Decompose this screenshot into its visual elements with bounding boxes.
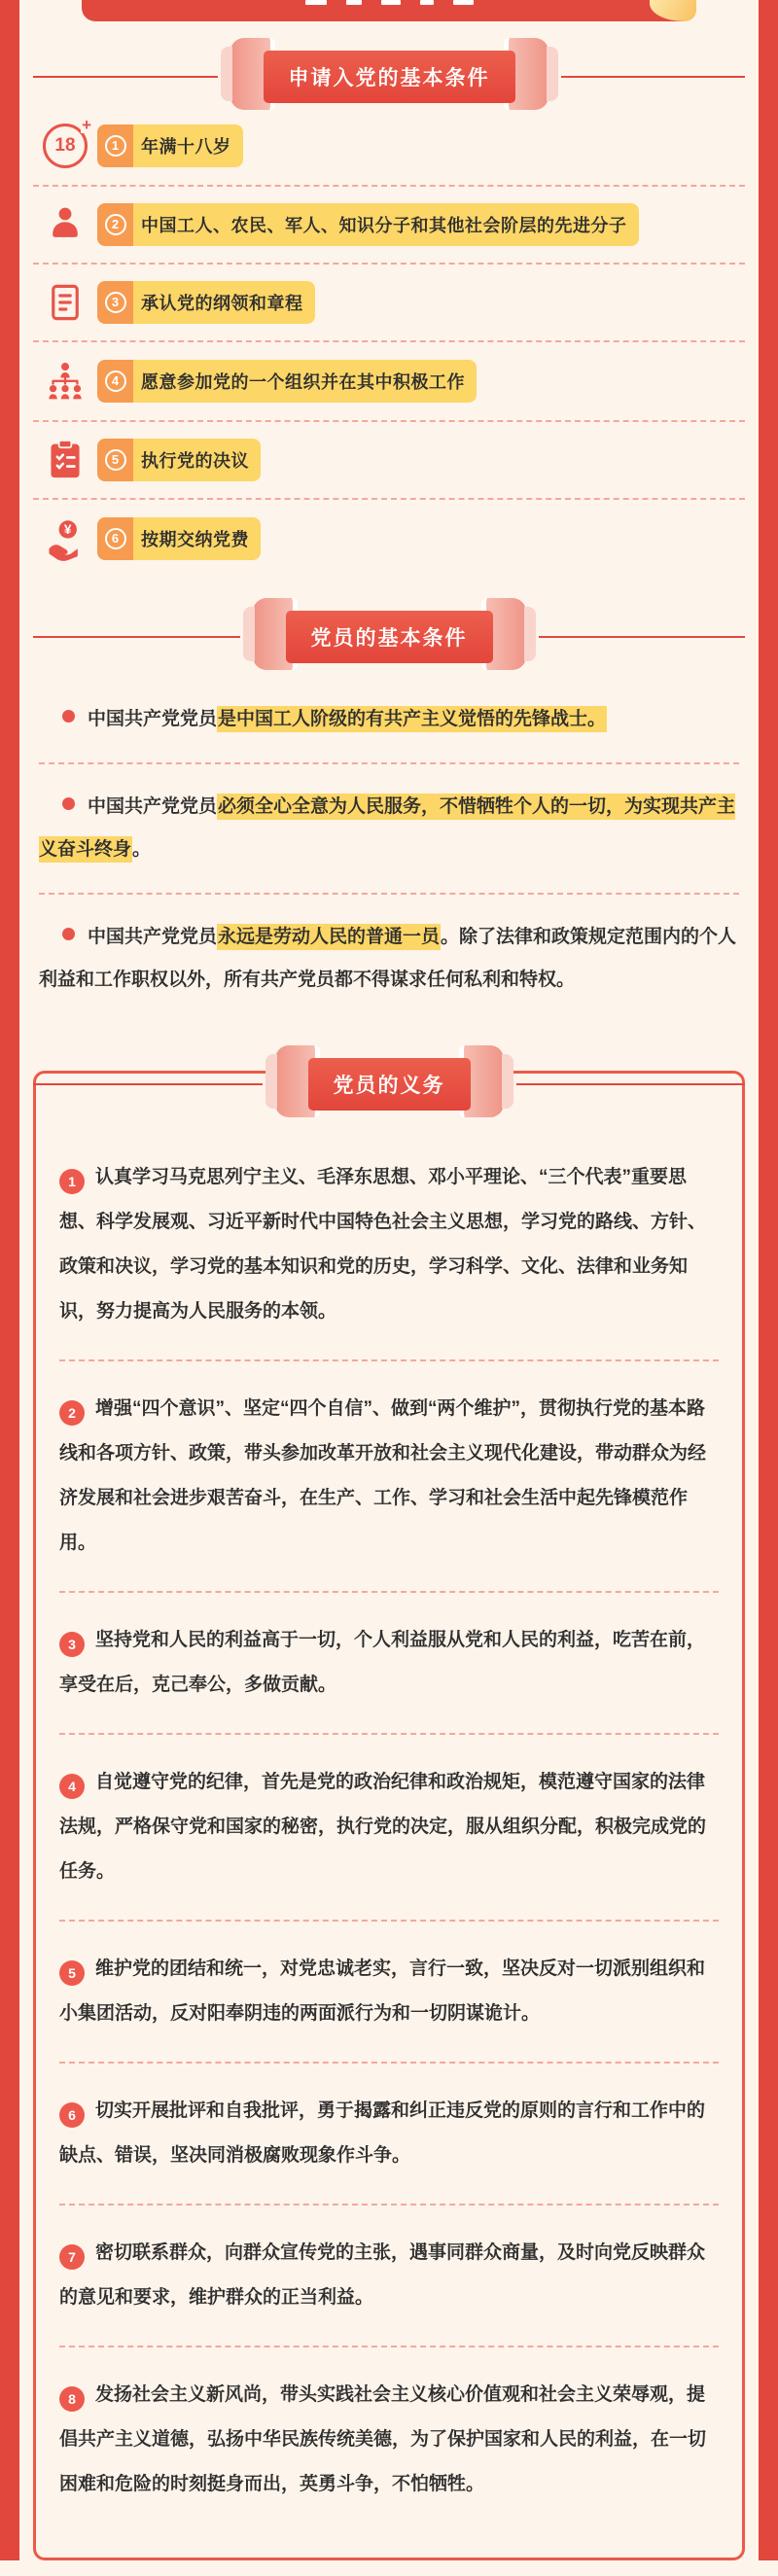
- open-book-decoration: [308, 1058, 471, 1111]
- condition-text: 年满十八岁: [133, 124, 243, 167]
- obligation-1: 1 认真学习马克思列宁主义、毛泽东思想、邓小平理论、“三个代表”重要思想、科学发展观、习近平新时代中国特色社会主义思想，学习党的路线、方针、政策和决议，学习党的基本知识和党的历史，学习科学、文化、法律和业务知识，努力提高为人民服务的本领。: [59, 1167, 707, 1322]
- number-badge: 1: [97, 124, 133, 167]
- obligation-6: 6 切实开展批评和自我批评，勇于揭露和纠正违反党的原则的言行和工作中的缺点、错误，坚决同消极腐败现象作斗争。: [59, 2100, 706, 2166]
- highlighted-text: 是中国工人阶级的有共产主义觉悟的先锋战士。: [217, 706, 607, 732]
- condition-text: 承认党的纲领和章程: [133, 281, 315, 324]
- age-18-plus-icon: 18 +: [33, 124, 97, 168]
- section3-title: 党员的义务: [308, 1058, 471, 1111]
- application-conditions-list: [33, 107, 745, 578]
- obligation-number-badge: 8: [59, 2386, 85, 2412]
- number-badge: 3: [97, 281, 133, 324]
- top-banner: [82, 0, 696, 21]
- number-badge: 6: [97, 517, 133, 560]
- obligation-number-badge: 6: [59, 2102, 85, 2128]
- open-book-decoration: [264, 51, 515, 103]
- obligation-number-badge: 4: [59, 1774, 85, 1799]
- section2-title: 党员的基本条件: [286, 611, 493, 663]
- condition-row-5: [33, 422, 745, 498]
- banner-corner-fold-decoration: [650, 0, 696, 21]
- section1-header: [0, 51, 778, 103]
- section1-title: 申请入党的基本条件: [264, 51, 515, 103]
- obligation-8: 8 发扬社会主义新风尚，带头实践社会主义核心价值观和社会主义荣辱观，提倡共产主义道德，弘扬中华民族传统美德，为了保护国家和人民的利益，在一切困难和危险的时刻挺身而出，英勇斗争，不怕牺牲。: [59, 2384, 707, 2494]
- condition-row-1: [33, 107, 745, 185]
- obligation-number-badge: 3: [59, 1632, 85, 1657]
- obligation-number-badge: 1: [59, 1169, 85, 1194]
- condition-pill: [97, 281, 315, 324]
- bullet-dot: [62, 928, 75, 940]
- header-line-left: [33, 76, 218, 78]
- obligation-number-badge: 5: [59, 1960, 85, 1986]
- header-line-right: [561, 76, 746, 78]
- page-frame-left: [0, 0, 19, 2560]
- organization-chart-icon: [33, 359, 97, 404]
- condition-row-6: [33, 500, 745, 578]
- cropped-banner-title-fragments: [82, 0, 696, 5]
- condition-pill: [97, 203, 639, 246]
- member-condition-3: 中国共产党党员永远是劳动人民的普通一员。除了法律和政策规定范围内的个人利益和工作职权以外，所有共产党员都不得谋求任何私利和特权。: [39, 895, 739, 1023]
- condition-pill: [97, 439, 261, 481]
- svg-text:¥: ¥: [63, 522, 72, 538]
- open-book-decoration: [286, 611, 493, 663]
- condition-text: 中国工人、农民、军人、知识分子和其他社会阶层的先进分子: [133, 203, 639, 246]
- page-frame-right: [759, 0, 778, 2560]
- number-badge: 2: [97, 203, 133, 246]
- condition-pill: [97, 360, 477, 403]
- member-condition-2: 中国共产党党员必须全心全意为人民服务，不惜牺牲个人的一切，为实现共产主义奋斗终身。: [39, 764, 739, 893]
- condition-text: 按期交纳党费: [133, 517, 261, 560]
- checklist-clipboard-icon: [33, 439, 97, 481]
- obligation-2: 2 增强“四个意识”、坚定“四个自信”、做到“两个维护”，贯彻执行党的基本路线和各项方针、政策，带头参加改革开放和社会主义现代化建设，带动群众为经济发展和社会进步艰苦奋斗，在生产、工作、学习和社会生活中起先锋模范作用。: [59, 1398, 707, 1553]
- number-badge: 4: [97, 360, 133, 403]
- header-line-left: [33, 636, 240, 638]
- obligation-4: 4 自觉遵守党的纪律，首先是党的政治纪律和政治规矩，模范遵守国家的法律法规，严格保守党和国家的秘密，执行党的决定，服从组织分配，积极完成党的任务。: [59, 1772, 707, 1882]
- obligation-5: 5 维护党的团结和统一，对党忠诚老实，言行一致，坚决反对一切派别组织和小集团活动，反对阳奉阴违的两面派行为和一切阴谋诡计。: [59, 1958, 706, 2024]
- document-icon: [33, 281, 97, 324]
- section3-header: [0, 1058, 778, 1111]
- condition-row-2: [33, 187, 745, 263]
- highlighted-text: 永远是劳动人民的普通一员: [217, 924, 441, 950]
- section2-header: [0, 611, 778, 663]
- header-line-right: [539, 636, 746, 638]
- number-badge: 5: [97, 439, 133, 481]
- obligation-number-badge: 2: [59, 1400, 85, 1426]
- condition-text: 执行党的决议: [133, 439, 261, 481]
- member-condition-1: 中国共产党党员是中国工人阶级的有共产主义觉悟的先锋战士。: [39, 677, 739, 762]
- member-obligations-box: [33, 1071, 745, 2560]
- bullet-dot: [62, 710, 75, 723]
- obligation-7: 7 密切联系群众，向群众宣传党的主张，遇事同群众商量，及时向党反映群众的意见和要求，维护群众的正当利益。: [59, 2242, 706, 2308]
- highlighted-text: 必须全心全意为人民服务，不惜牺牲个人的一切，为实现共产主义奋斗终身: [39, 794, 735, 863]
- obligation-3: 3 坚持党和人民的利益高于一切，个人利益服从党和人民的利益，吃苦在前，享受在后，克己奉公，多做贡献。: [59, 1630, 706, 1695]
- header-line-right: [516, 1083, 746, 1085]
- member-basic-conditions-list: [39, 677, 739, 1023]
- hand-coin-icon: [33, 516, 97, 561]
- header-line-left: [33, 1083, 263, 1085]
- bullet-dot: [62, 797, 75, 810]
- condition-pill: [97, 517, 261, 560]
- condition-pill: [97, 124, 243, 167]
- condition-row-3: [33, 265, 745, 340]
- person-icon: [33, 203, 97, 246]
- condition-row-4: [33, 342, 745, 420]
- obligation-number-badge: 7: [59, 2244, 85, 2270]
- condition-text: 愿意参加党的一个组织并在其中积极工作: [133, 360, 477, 403]
